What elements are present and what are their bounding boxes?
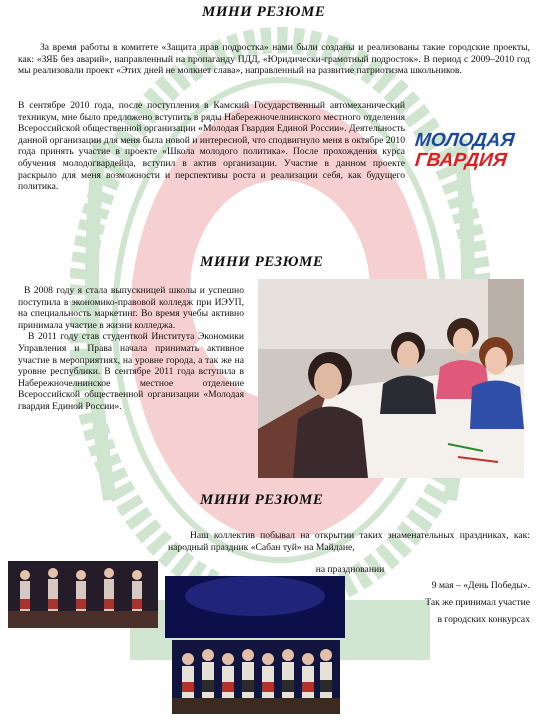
section2-text (18, 285, 244, 413)
section3-line4: Так же принимал участие (425, 597, 530, 608)
section1-title: МИНИ РЕЗЮМЕ (202, 4, 326, 20)
section2-para1: В 2008 году я стала выпускницей школы и успешно поступила в экономико-правовой колледж при ИЭУП, на специальность маркетинг. Во время учебы активно принимала участие в жизни колледжа. (18, 285, 244, 331)
section3-para1: Наш коллектив побывал на открытии таких знаменательных праздниках, как: народный праздник «Сабан туй» на Майдане, (168, 530, 530, 553)
section3-line5: в городских конкурсах (437, 614, 530, 625)
section3-title: МИНИ РЕЗЮМЕ (200, 492, 324, 508)
section3-line3: 9 мая – «День Победы». (431, 580, 530, 591)
section1-para1: За время работы в комитете «Защита прав подростка» нами были созданы и реализованы такие городские проекты, как: «ЗЯБ без аварий», направленный на пропаганду ПДД, «Юридически-грамотный подросток». В период с 2009–2010 год мы реализовали проект «Этих дней не молкнет слава», направленный на развитие патриотизма школьников. (18, 42, 530, 77)
dancers-photo-1 (8, 561, 158, 628)
section1-para2: В сентябре 2010 года, после поступления в Камский Государственный автомеханический техникум, мне было предложено вступить в ряды Набережночелнинского местного отделения Всероссийской общественной организации «Молодая Гвардия Единой России». Деятельность данной организации для меня была новой и интересной, что сподвигнуло меня в октябре 2010 года принять участие в проекте «Школа молодого политика». После прохождения курса обучения молодогвардейца, вступил в актив организации. Участие в данном проекте раскрыло для меня возможности и перспективы роста и реализации себя, как будущего политика. (18, 100, 405, 193)
molodaya-gvardiya-logo (413, 126, 529, 180)
stage-photo (165, 576, 345, 638)
section2-title: МИНИ РЕЗЮМЕ (200, 254, 324, 270)
logo-line2: ГВАРДИЯ (413, 150, 508, 171)
logo-line1: МОЛОДАЯ (413, 130, 516, 151)
section3-line2: на праздновании (315, 564, 385, 575)
students-photo (258, 279, 524, 478)
section2-para2: В 2011 году став студенткой Института Экономики Управления и Права начала принимать активное участие в мероприятиях, на уровне города, а так же на уровне республики. В сентябре 2011 года вступила в Набережночелнинское местное отделение Всероссийской общественной организации «Молодая гвардия Единой России». (18, 331, 244, 412)
dancers-photo-2 (172, 640, 340, 714)
